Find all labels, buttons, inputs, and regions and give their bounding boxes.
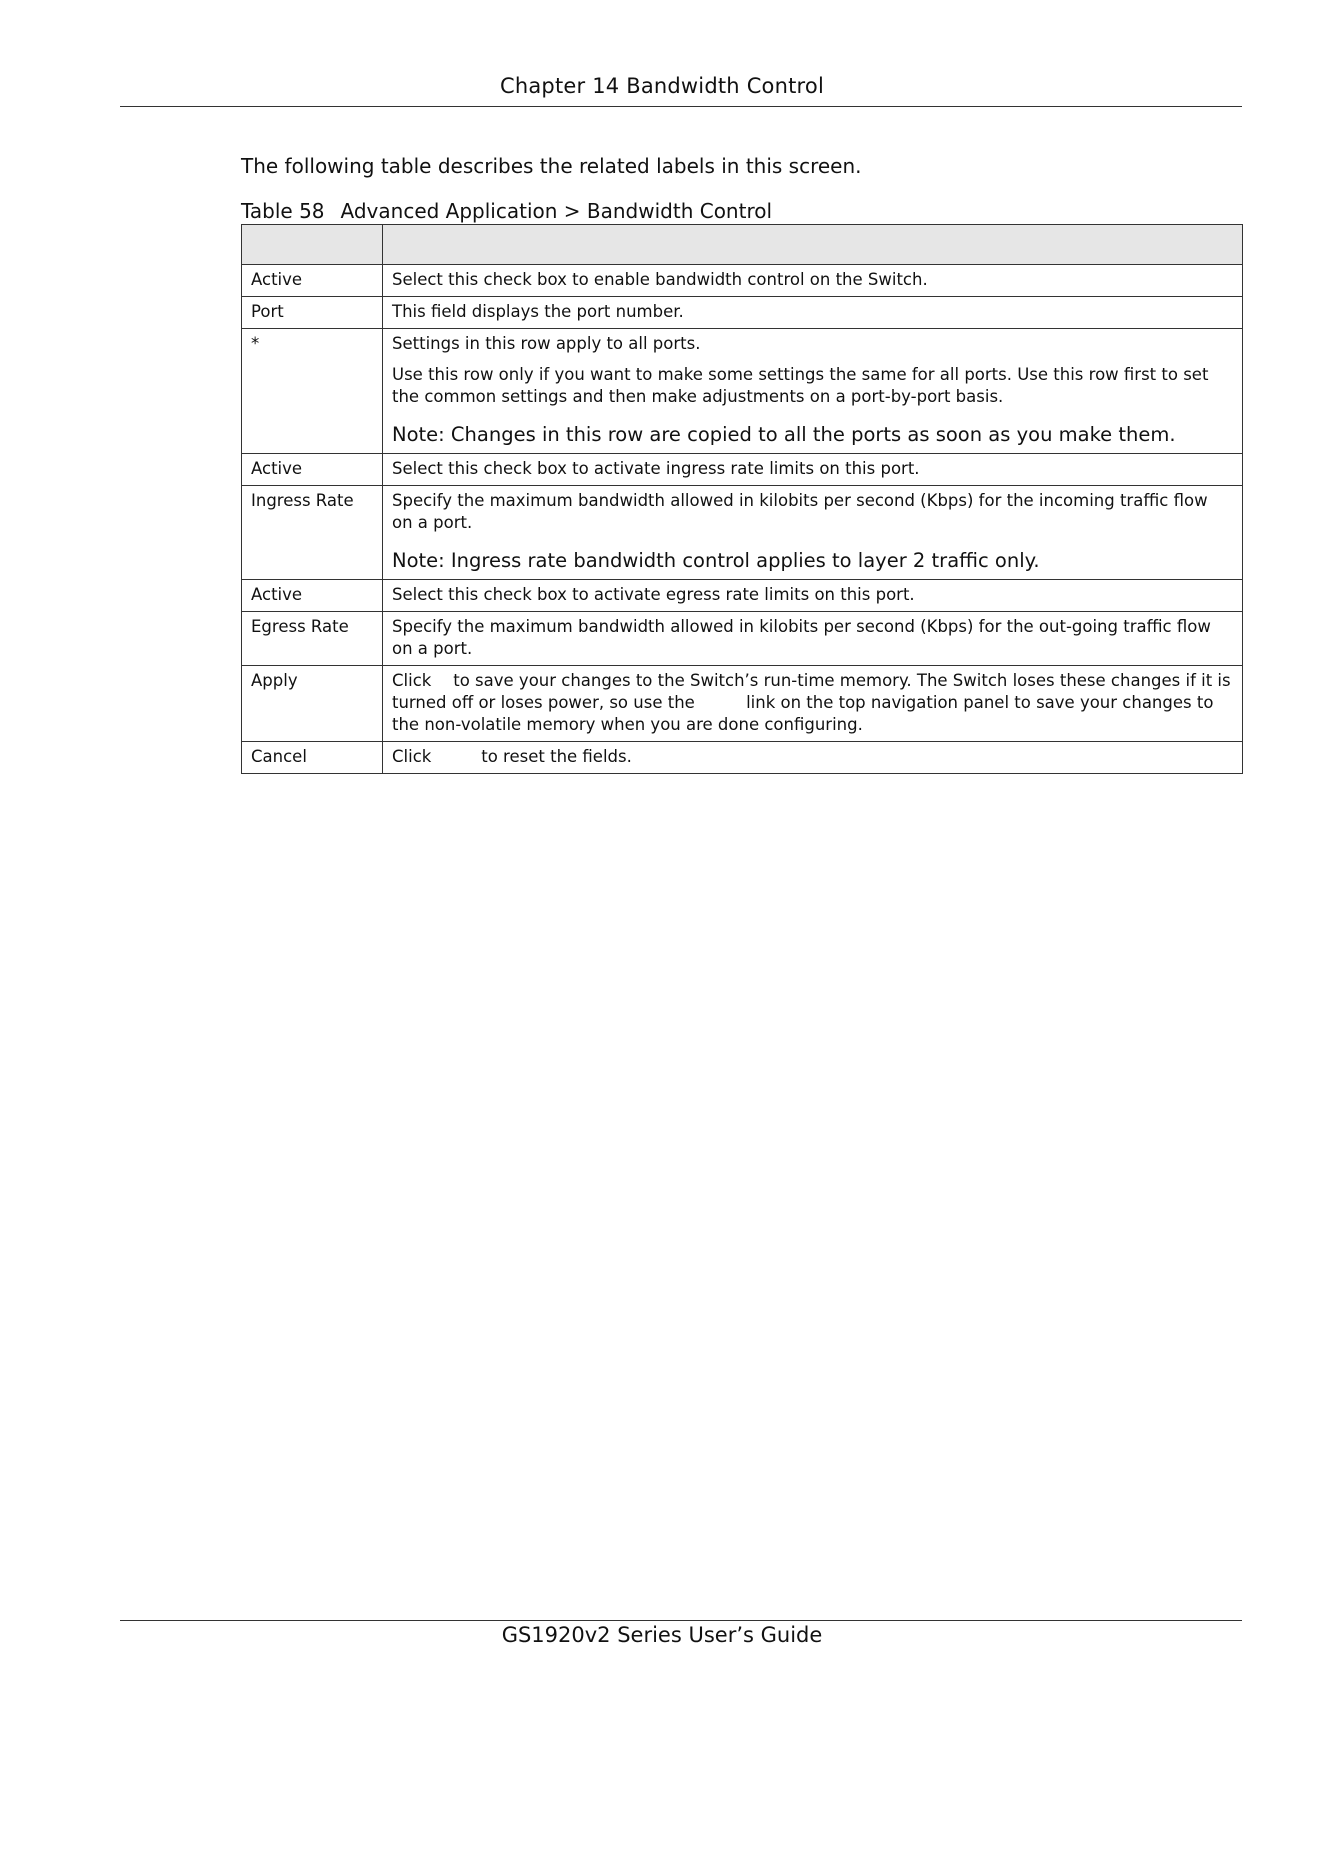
description-column-header xyxy=(383,225,1243,265)
label-column-header xyxy=(242,225,383,265)
row-description xyxy=(383,454,1243,486)
cancel-text-part-1: to reset the fields. xyxy=(481,747,632,766)
chapter-title: Chapter 14 Bandwidth Control xyxy=(499,74,824,98)
table-row xyxy=(242,742,1243,774)
description-paragraph: Select this check box to activate ingress rate limits on this port. xyxy=(392,459,920,478)
click-word: Click xyxy=(392,671,432,690)
description-paragraph: This field displays the port number. xyxy=(392,302,684,321)
row-label: Apply xyxy=(242,666,383,742)
guide-title: GS1920v2 Series User’s Guide xyxy=(501,1623,823,1647)
row-description xyxy=(383,666,1243,742)
table-row xyxy=(242,265,1243,297)
description-paragraph: Use this row only if you want to make some settings the same for all ports. Use this row first to set the common settings and then make adjustments on a port-by-port basis. xyxy=(392,365,1209,406)
note-text: Note: Ingress rate bandwidth control applies to layer 2 traffic only. xyxy=(392,549,1040,572)
apply-text-part-2: link on the top navigation panel to save your changes to the non-volatile memory when you are done configuring. xyxy=(392,693,1214,734)
click-word: Click xyxy=(392,747,432,766)
description-paragraph: Specify the maximum bandwidth allowed in kilobits per second (Kbps) for the incoming traffic flow on a port. xyxy=(392,491,1208,532)
table-caption-title: Advanced Application > Bandwidth Control xyxy=(340,199,773,223)
row-description xyxy=(383,297,1243,329)
label-description-table xyxy=(241,224,1243,774)
table-row xyxy=(242,454,1243,486)
row-label: Egress Rate xyxy=(242,612,383,666)
table-row xyxy=(242,329,1243,454)
table-row xyxy=(242,612,1243,666)
description-paragraph xyxy=(392,746,1233,768)
table-row xyxy=(242,580,1243,612)
row-description xyxy=(383,265,1243,297)
apply-text-part-1: to save your changes to the Switch’s run-time memory. The Switch loses these changes if it is turned off or loses power, so use the xyxy=(392,671,1231,712)
row-description xyxy=(383,329,1243,454)
row-label: Active xyxy=(242,265,383,297)
description-paragraph: Select this check box to enable bandwidth control on the Switch. xyxy=(392,270,928,289)
intro-text: The following table describes the related labels in this screen. xyxy=(241,154,862,178)
table-caption xyxy=(241,199,772,223)
description-paragraph: Settings in this row apply to all ports. xyxy=(392,334,701,353)
note-text: Note: Changes in this row are copied to all the ports as soon as you make them. xyxy=(392,423,1176,446)
row-label: Ingress Rate xyxy=(242,486,383,580)
footer-divider xyxy=(120,1620,1242,1621)
row-description xyxy=(383,486,1243,580)
table-row xyxy=(242,486,1243,580)
row-description xyxy=(383,580,1243,612)
table-row xyxy=(242,666,1243,742)
description-paragraph: Select this check box to activate egress rate limits on this port. xyxy=(392,585,915,604)
row-label: Cancel xyxy=(242,742,383,774)
row-label: Active xyxy=(242,454,383,486)
row-description xyxy=(383,612,1243,666)
row-description xyxy=(383,742,1243,774)
row-label: * xyxy=(242,329,383,454)
description-paragraph: Specify the maximum bandwidth allowed in kilobits per second (Kbps) for the out-going traffic flow on a port. xyxy=(392,617,1211,658)
table-caption-number: Table 58 xyxy=(241,199,325,223)
row-label: Port xyxy=(242,297,383,329)
table-row xyxy=(242,297,1243,329)
description-paragraph xyxy=(392,670,1233,736)
table-header-row xyxy=(242,225,1243,265)
row-label: Active xyxy=(242,580,383,612)
header-divider xyxy=(120,106,1242,107)
